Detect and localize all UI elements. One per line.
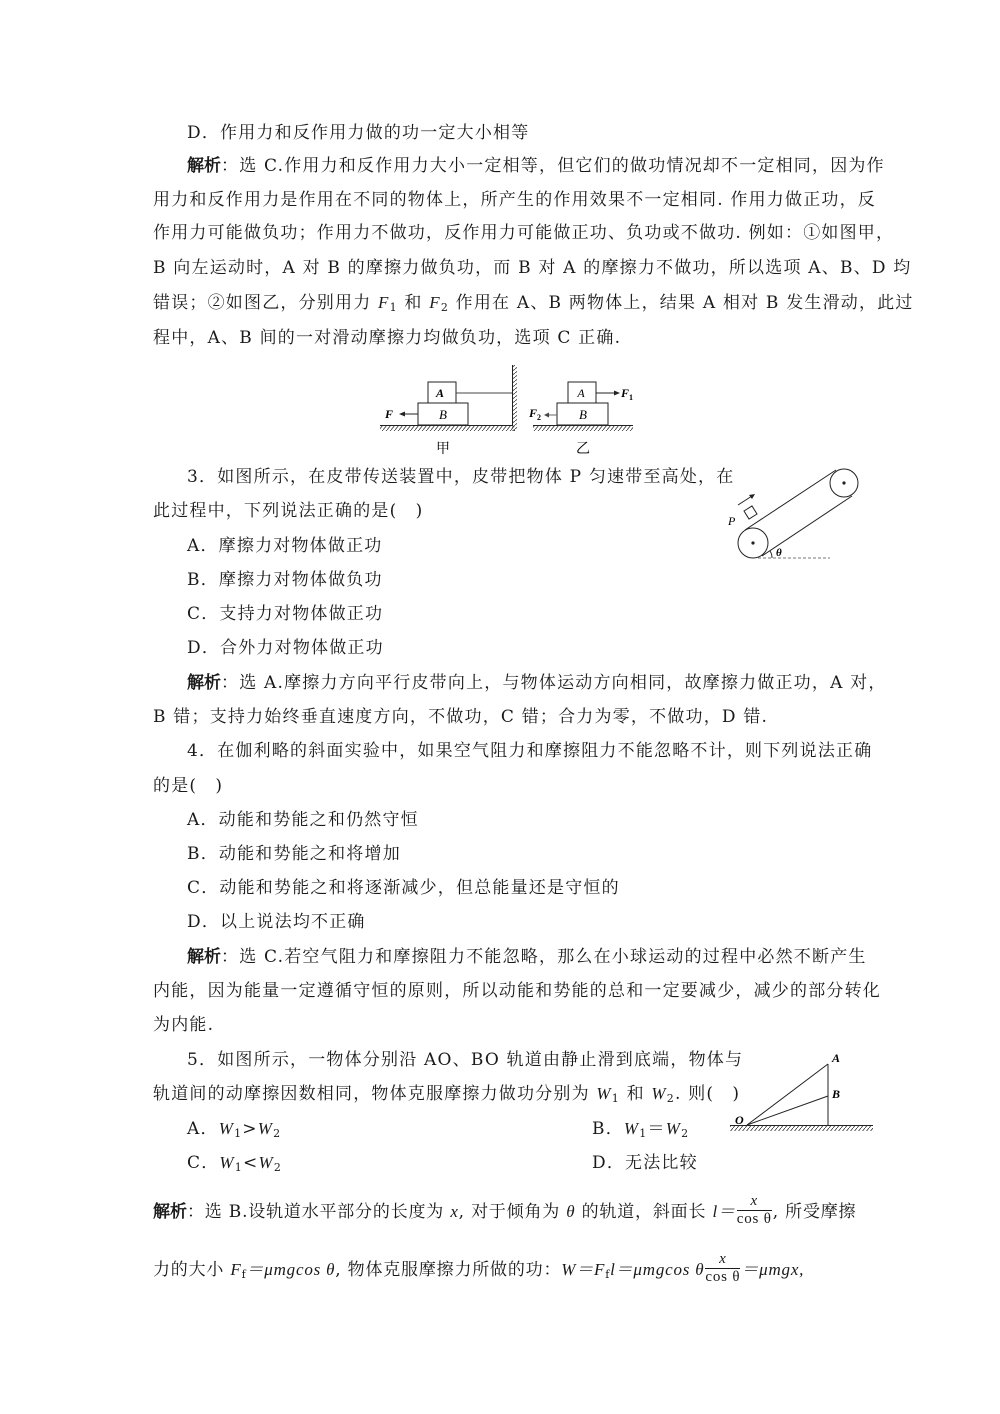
w-symbol: W <box>218 1119 235 1138</box>
work-equation: W＝F <box>561 1260 606 1279</box>
label-b: B <box>439 407 447 422</box>
label-o: O <box>735 1113 744 1127</box>
subscript: 2 <box>681 1127 690 1140</box>
q4-option-c: C．动能和势能之和将逐渐减少，但总能量还是守恒的 <box>187 878 620 898</box>
fraction <box>705 1251 740 1286</box>
relation: < <box>243 1153 259 1173</box>
text: 和 <box>619 1084 652 1104</box>
analysis-label: 解析 <box>153 1202 187 1222</box>
analysis-label: 解析 <box>187 673 221 693</box>
text: 错误；②如图乙，分别用力 <box>153 293 379 313</box>
label-f2: $F_2$ <box>529 406 542 422</box>
belt-top <box>745 470 836 530</box>
text: , 物体克服摩擦力所做的功： <box>335 1260 562 1280</box>
analysis-text: ：选 C.若空气阻力和摩擦阻力不能忽略，那么在小球运动的过程中必然不断产生 <box>221 947 867 967</box>
x-symbol: x <box>450 1202 459 1221</box>
l-equation: l＝ <box>712 1202 736 1221</box>
label-f: F <box>385 407 394 421</box>
q3-belt-figure <box>710 458 870 568</box>
q2-option-d: D．作用力和反作用力做的功一定大小相等 <box>187 123 530 143</box>
option-label: A． <box>187 1119 219 1139</box>
analysis-text: ：选 C.作用力和反作用力大小一定相等，但它们的做功情况却不一定相同，因为作 <box>221 156 885 176</box>
text: , 所受摩擦 <box>772 1202 857 1222</box>
subscript: f <box>241 1268 247 1281</box>
force-symbol: F <box>378 293 390 312</box>
track-ao <box>747 1064 828 1125</box>
label-b: B <box>579 407 587 422</box>
analysis-label: 解析 <box>187 156 221 176</box>
angle-arc <box>770 551 772 558</box>
q4-analysis-line-2: 内能，因为能量一定遵循守恒的原则，所以动能和势能的总和一定要减少，减少的部分转化 <box>153 981 881 1001</box>
motion-arrow <box>738 496 752 505</box>
subscript: f <box>605 1268 611 1281</box>
w-symbol: W <box>623 1119 640 1138</box>
denominator: cos θ <box>705 1269 741 1285</box>
q5-option-a <box>187 1118 487 1140</box>
text: 和 <box>397 293 430 313</box>
subscript: 2 <box>440 301 450 314</box>
q5-figure <box>725 1048 875 1138</box>
work-equation: l＝μmgcos θ <box>610 1260 705 1279</box>
q2-analysis-line-1 <box>187 155 887 177</box>
q5-stem-line-1: 5．如图所示，一物体分别沿 AO、BO 轨道由静止滑到底端，物体与 <box>187 1050 744 1070</box>
w-symbol: W <box>596 1084 612 1103</box>
option-label: C． <box>187 1153 220 1173</box>
text: ：选 B.设轨道水平部分的长度为 <box>187 1202 451 1222</box>
q3-option-a: A．摩擦力对物体做正功 <box>187 536 383 556</box>
ground-hatch <box>380 426 515 431</box>
q4-stem-line-1: 4．在伽利略的斜面实验中，如果空气阻力和摩擦阻力不能忽略不计，则下列说法正确 <box>187 741 873 761</box>
numerator: x <box>705 1251 740 1269</box>
q5-analysis-line-1 <box>153 1192 857 1232</box>
friction-equation: ＝μmgcos θ <box>246 1260 336 1279</box>
q3-stem-line-1: 3．如图所示，在皮带传送装置中，皮带把物体 P 匀速带至高处，在 <box>187 467 735 487</box>
relation: > <box>242 1119 258 1139</box>
ground-hatch <box>533 426 633 431</box>
label-f1: $F_1$ <box>621 386 634 402</box>
text: 轨道间的动摩擦因数相同，物体克服摩擦力做功分别为 <box>153 1084 597 1104</box>
q5-option-b <box>592 1118 732 1140</box>
w-symbol: W <box>258 1153 274 1172</box>
subscript: 1 <box>611 1092 620 1105</box>
relation: ＝ <box>647 1119 666 1139</box>
text: 作用在 A、B 两物体上，结果 A 相对 B 发生滑动，此过 <box>449 293 914 313</box>
q4-option-a: A．动能和势能之和仍然守恒 <box>187 810 419 830</box>
q5-analysis-line-2 <box>153 1250 853 1290</box>
object-p <box>744 506 757 519</box>
q5-option-c <box>187 1152 487 1174</box>
q2-analysis-line-3: 作用力可能做负功；作用力不做功，反作用力可能做正功、负功或不做功. 例如：①如图甲， <box>153 223 895 243</box>
track-bo <box>747 1096 828 1125</box>
force-symbol: F <box>429 293 441 312</box>
q2-analysis-line-6: 程中，A、B 间的一对滑动摩擦力均做负功，选项 C 正确. <box>153 328 622 348</box>
q2-analysis-line-5 <box>153 292 914 314</box>
denominator: cos θ <box>736 1211 772 1227</box>
figure-yi <box>528 382 633 457</box>
label-b: B <box>832 1087 841 1101</box>
q3-analysis-line-2: B 错；支持力始终垂直速度方向，不做功，C 错；合力为零，不做功，D 错. <box>153 707 769 727</box>
q2-figure <box>375 365 635 460</box>
q4-analysis-line-1 <box>187 946 887 968</box>
subscript: 1 <box>639 1127 648 1140</box>
figure-jia <box>380 365 517 457</box>
subscript: 1 <box>389 301 398 314</box>
w-symbol: W <box>651 1084 667 1103</box>
subscript: 1 <box>234 1127 243 1140</box>
q4-option-d: D．以上说法均不正确 <box>187 912 366 932</box>
subscript: 2 <box>666 1092 675 1105</box>
f-symbol: F <box>230 1260 242 1279</box>
text: 力的大小 <box>153 1260 231 1280</box>
text: . 则( ) <box>674 1084 741 1104</box>
numerator: x <box>737 1193 772 1211</box>
w-symbol: W <box>665 1119 682 1138</box>
result: ＝μmgx, <box>741 1260 805 1279</box>
subscript: 1 <box>234 1161 243 1174</box>
fraction <box>737 1193 772 1228</box>
q3-stem-line-2: 此过程中，下列说法正确的是( ) <box>153 501 424 521</box>
ground-hatch <box>730 1126 873 1131</box>
subscript: 2 <box>273 1127 282 1140</box>
theta-symbol: θ <box>566 1202 576 1221</box>
q4-option-b: B．动能和势能之和将增加 <box>187 844 401 864</box>
q4-stem-line-2: 的是( ) <box>153 776 224 796</box>
q4-analysis-line-3: 为内能. <box>153 1015 215 1035</box>
q2-analysis-line-4: B 向左运动时，A 对 B 的摩擦力做负功，而 B 对 A 的摩擦力不做功，所以选项 A、B、D 均 <box>153 258 912 278</box>
q3-option-c: C．支持力对物体做正功 <box>187 604 384 624</box>
subscript: 2 <box>273 1161 283 1174</box>
q3-option-d: D．合外力对物体做正功 <box>187 638 384 658</box>
q3-analysis-line-1 <box>187 672 887 694</box>
label-p: P <box>728 514 736 528</box>
text: , 对于倾角为 <box>458 1202 567 1222</box>
q3-option-b: B．摩擦力对物体做负功 <box>187 570 383 590</box>
analysis-label: 解析 <box>187 947 221 967</box>
label-a: A <box>832 1051 841 1065</box>
text: 的轨道，斜面长 <box>575 1202 713 1222</box>
caption-jia: 甲 <box>436 442 450 457</box>
q5-option-d: D．无法比较 <box>592 1153 698 1173</box>
analysis-text: ：选 A.摩擦力方向平行皮带向上，与物体运动方向相同，故摩擦力做正功，A 对， <box>221 673 887 693</box>
caption-yi: 乙 <box>576 442 590 457</box>
label-a: A <box>435 386 445 400</box>
q2-analysis-line-2: 用力和反作用力是作用在不同的物体上，所产生的作用效果不一定相同. 作用力做正功，反 <box>153 190 877 210</box>
label-theta: θ <box>776 547 782 559</box>
w-symbol: W <box>219 1153 235 1172</box>
w-symbol: W <box>257 1119 274 1138</box>
option-label: B． <box>592 1119 624 1139</box>
label-a: A <box>577 386 585 400</box>
